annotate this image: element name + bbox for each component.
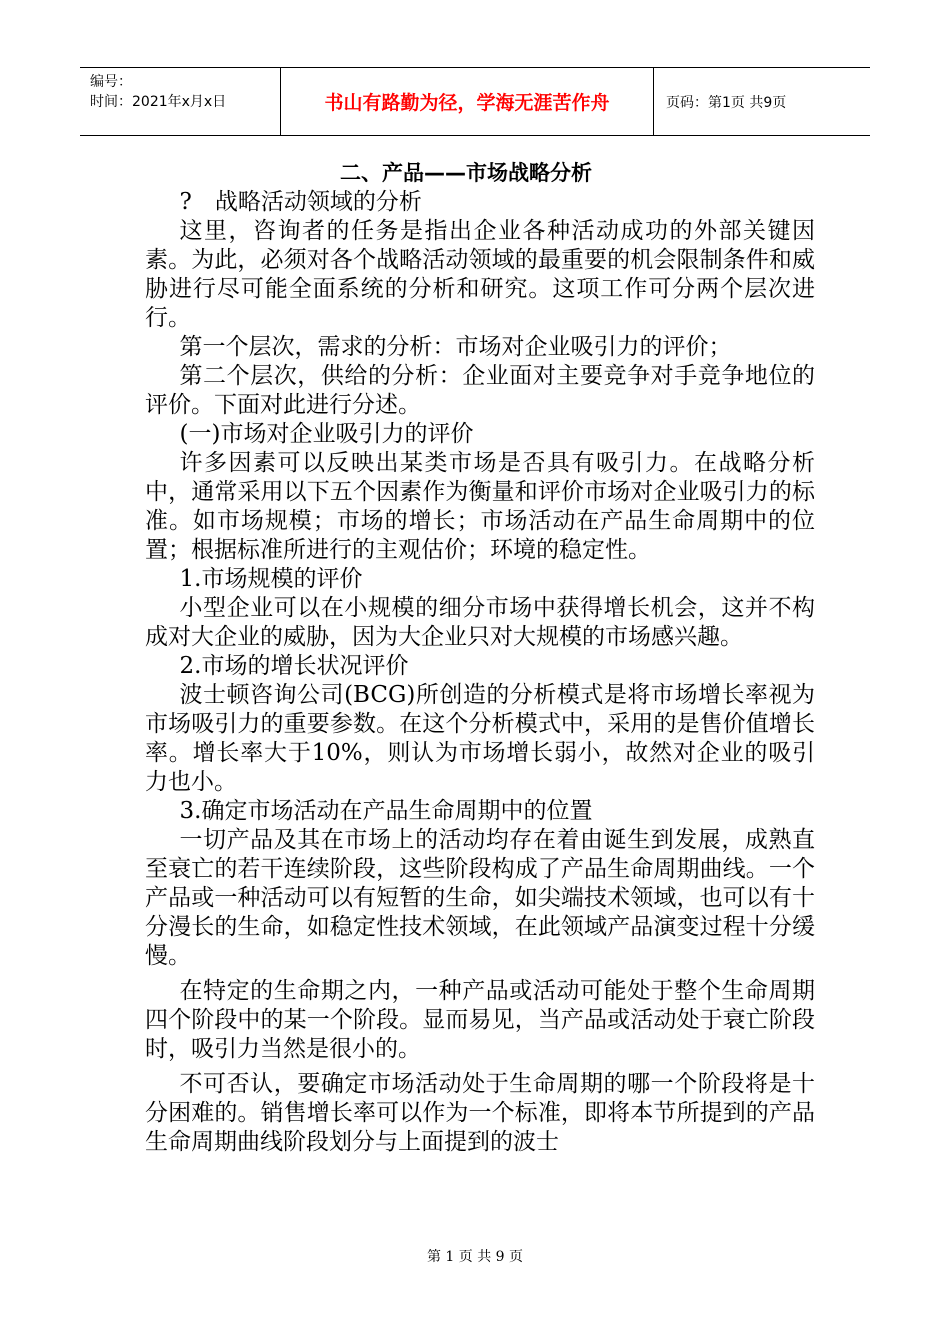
subsection-heading: 3.确定市场活动在产品生命周期中的位置	[179, 798, 593, 824]
document-body	[145, 188, 815, 1157]
header-motto-cell	[281, 68, 654, 135]
paragraph: 第二个层次，供给的分析：企业面对主要竞争对手竞争地位的评价。下面对此进行分述。	[145, 363, 815, 418]
paragraph: 第一个层次，需求的分析：市场对企业吸引力的评价；	[179, 334, 732, 360]
page-info: 页码：第1页 共9页	[666, 94, 787, 111]
page-title: 二、产品——市场战略分析	[340, 161, 592, 185]
document-header	[80, 67, 870, 136]
header-meta-cell	[80, 68, 281, 135]
paragraph: 许多因素可以反映出某类市场是否具有吸引力。在战略分析中，通常采用以下五个因素作为衡量和评价市场对企业吸引力的标准。如市场规模；市场的增长；市场活动在产品生命周期中的位置；根据标准所进行的主观估价；环境的稳定性。	[145, 450, 815, 563]
date-label: 时间：2021年x月x日	[90, 94, 227, 110]
paragraph: 在特定的生命期之内，一种产品或活动可能处于整个生命周期四个阶段中的某一个阶段。显而易见，当产品或活动处于衰亡阶段时，吸引力当然是很小的。	[145, 978, 815, 1062]
paragraph: 一切产品及其在市场上的活动均存在着由诞生到发展，成熟直至衰亡的若干连续阶段，这些阶段构成了产品生命周期曲线。一个产品或一种活动可以有短暂的生命，如尖端技术领域，也可以有十分漫长的生命，如稳定性技术领域，在此领域产品演变过程十分缓慢。	[145, 827, 815, 969]
subsection-heading: 2.市场的增长状况评价	[179, 653, 409, 679]
paragraph: 波士顿咨询公司(BCG)所创造的分析模式是将市场增长率视为市场吸引力的重要参数。在这个分析模式中，采用的是售价值增长率。增长率大于10%，则认为市场增长弱小，故然对企业的吸引力也小。	[145, 682, 815, 795]
page-footer: 第 1 页 共 9 页	[426, 1249, 524, 1265]
subsection-heading: (一)市场对企业吸引力的评价	[179, 421, 474, 447]
header-page-cell	[654, 68, 870, 135]
paragraph: 这里，咨询者的任务是指出企业各种活动成功的外部关键因素。为此，必须对各个战略活动领域的最重要的机会限制条件和威胁进行尽可能全面系统的分析和研究。这项工作可分两个层次进行。	[145, 218, 815, 331]
section-heading: ? 战略活动领域的分析	[179, 189, 422, 215]
serial-number-label: 编号：	[90, 74, 132, 90]
paragraph: 不可否认，要确定市场活动处于生命周期的哪一个阶段将是十分困难的。销售增长率可以作为一个标准，即将本节所提到的产品生命周期曲线阶段划分与上面提到的波士	[145, 1071, 815, 1155]
paragraph: 小型企业可以在小规模的细分市场中获得增长机会，这并不构成对大企业的威胁，因为大企业只对大规模的市场感兴趣。	[145, 595, 815, 650]
motto-text: 书山有路勤为径，学海无涯苦作舟	[324, 92, 610, 114]
subsection-heading: 1.市场规模的评价	[179, 566, 363, 592]
